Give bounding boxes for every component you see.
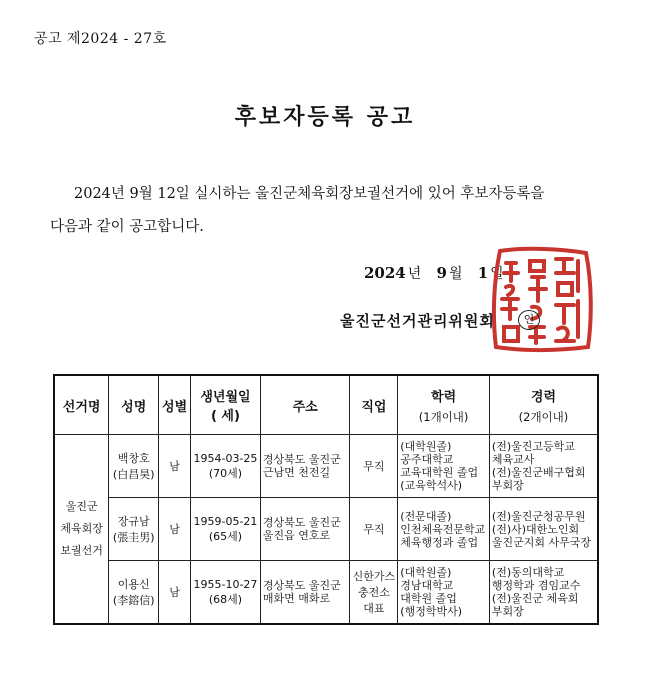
election-name-line: 보궐선거 [60, 544, 103, 557]
candidate-name-hanja: (李鎔信) [112, 594, 155, 607]
date-year-unit: 년 [407, 266, 422, 282]
education-line: (대학원졸) [400, 566, 452, 579]
candidate-job-cell [350, 435, 398, 498]
candidate-name-cell [109, 435, 159, 498]
education-line: 교육대학원 졸업 [400, 466, 479, 479]
education-line: 경남대학교 [400, 579, 454, 592]
table-row [54, 498, 598, 561]
career-line: (전)울진군 체육회 [491, 592, 579, 605]
header-education-sub: (1개이내) [418, 409, 469, 424]
header-education [398, 375, 490, 435]
candidate-birth: 1954-03-25 [193, 451, 258, 465]
candidate-education-cell [398, 498, 490, 561]
address-line: 매화면 매화로 [262, 592, 331, 605]
education-line: (전문대졸) [400, 509, 452, 523]
seal-mark: 인 [518, 310, 540, 330]
notice-body-line-2: 다음과 같이 공고합니다. [50, 219, 204, 235]
notice-body-line-1: 2024년 9월 12일 실시하는 울진군체육회장보궐선거에 있어 후보자등록을 [74, 186, 545, 202]
career-line: 행정학과 겸임교수 [491, 579, 581, 592]
job-line: 충전소 [357, 586, 390, 599]
address-line: 경상북도 울진군 [262, 579, 341, 592]
candidate-age: (68세) [208, 592, 243, 606]
job-line: 무직 [363, 460, 385, 473]
date-year: 2024 [364, 264, 406, 282]
candidate-job-cell [350, 498, 398, 561]
candidate-birth: 1959-05-21 [193, 514, 258, 528]
header-gender: 성별 [159, 375, 191, 435]
header-name: 성명 [109, 375, 159, 435]
candidate-name-hanja: (張圭男) [112, 531, 155, 544]
career-line: (전)동의대학교 [491, 566, 565, 579]
header-address: 주소 [260, 375, 350, 435]
education-line: 대학원 졸업 [400, 592, 457, 605]
candidate-career-cell [489, 561, 598, 625]
page-title: 후보자등록 공고 [234, 104, 416, 130]
candidate-education-cell [398, 561, 490, 625]
date-month-unit: 월 [448, 266, 463, 282]
job-line: 신한가스 [352, 570, 396, 583]
official-seal [486, 243, 598, 355]
career-line: 부회장 [491, 479, 524, 492]
header-education-label: 학력 [431, 389, 457, 405]
address-line: 경상북도 울진군 [262, 516, 341, 529]
candidate-gender: 남 [159, 435, 191, 498]
candidate-address-cell [260, 435, 350, 498]
issuing-organization: 울진군선거관리위원회 [340, 312, 495, 330]
education-line: 인천체육전문학교 [400, 522, 486, 536]
election-name-cell [54, 435, 109, 625]
candidate-name-cell [109, 561, 159, 625]
address-line: 근남면 천전길 [262, 466, 331, 479]
candidate-birth-cell [191, 435, 261, 498]
header-election: 선거명 [54, 375, 109, 435]
education-line: (행정학박사) [400, 605, 463, 618]
education-line: 체육행정과 졸업 [400, 535, 479, 549]
table-row [54, 435, 598, 498]
education-line: (대학원졸) [400, 440, 452, 453]
date-day-unit: 일 [490, 266, 504, 282]
candidate-address-cell [260, 561, 350, 625]
candidate-name-cell [109, 498, 159, 561]
candidate-birth-cell [191, 561, 261, 625]
header-birth-line-1: 생년월일 [200, 390, 251, 405]
header-career [489, 375, 598, 435]
candidate-career-cell [489, 498, 598, 561]
address-line: 울진읍 연호로 [262, 529, 331, 542]
candidate-name: 장규남 [117, 515, 150, 528]
candidate-address-cell [260, 498, 350, 561]
career-line: 부회장 [491, 605, 524, 618]
career-line: 울진군지회 사무국장 [491, 535, 592, 549]
notice-number: 공고 제2024 - 27호 [34, 31, 167, 47]
job-line: 무직 [363, 523, 385, 536]
career-line: (전)울진군배구협회 [491, 466, 586, 479]
election-name-line: 울진군 [65, 500, 98, 513]
header-birth-line-2: ( 세) [210, 409, 240, 424]
date-day: 1 [477, 264, 489, 282]
candidate-name-hanja: (白昌昊) [112, 468, 155, 481]
candidate-career-cell [489, 435, 598, 498]
education-line: 공주대학교 [400, 453, 454, 466]
header-job: 직업 [350, 375, 398, 435]
candidate-gender: 남 [159, 498, 191, 561]
header-career-label: 경력 [530, 389, 557, 405]
candidate-age: (70세) [208, 466, 243, 480]
career-line: (전)울진군청공무원 [491, 509, 586, 523]
candidate-birth-cell [191, 498, 261, 561]
candidate-name: 백창호 [117, 452, 150, 465]
career-line: 체육교사 [491, 453, 535, 466]
career-line: (전)울진고등학교 [491, 440, 575, 453]
candidate-birth: 1955-10-27 [193, 577, 258, 591]
address-line: 경상북도 울진군 [262, 453, 341, 466]
header-birth [191, 375, 261, 435]
candidate-gender: 남 [159, 561, 191, 625]
table-row [54, 561, 598, 625]
education-line: (교육학석사) [400, 479, 463, 492]
date-month: 9 [436, 264, 447, 282]
career-line: (전)사)대한노인회 [491, 522, 580, 536]
candidate-education-cell [398, 435, 490, 498]
candidate-job-cell [350, 561, 398, 625]
candidate-age: (65세) [208, 529, 243, 543]
job-line: 대표 [363, 602, 385, 615]
table-header-row [54, 375, 598, 435]
candidate-table [53, 374, 599, 625]
candidate-name: 이용신 [117, 578, 150, 591]
notice-body [50, 178, 620, 244]
election-name-line: 체육회장 [60, 522, 103, 535]
header-career-sub: (2개이내) [518, 409, 569, 424]
